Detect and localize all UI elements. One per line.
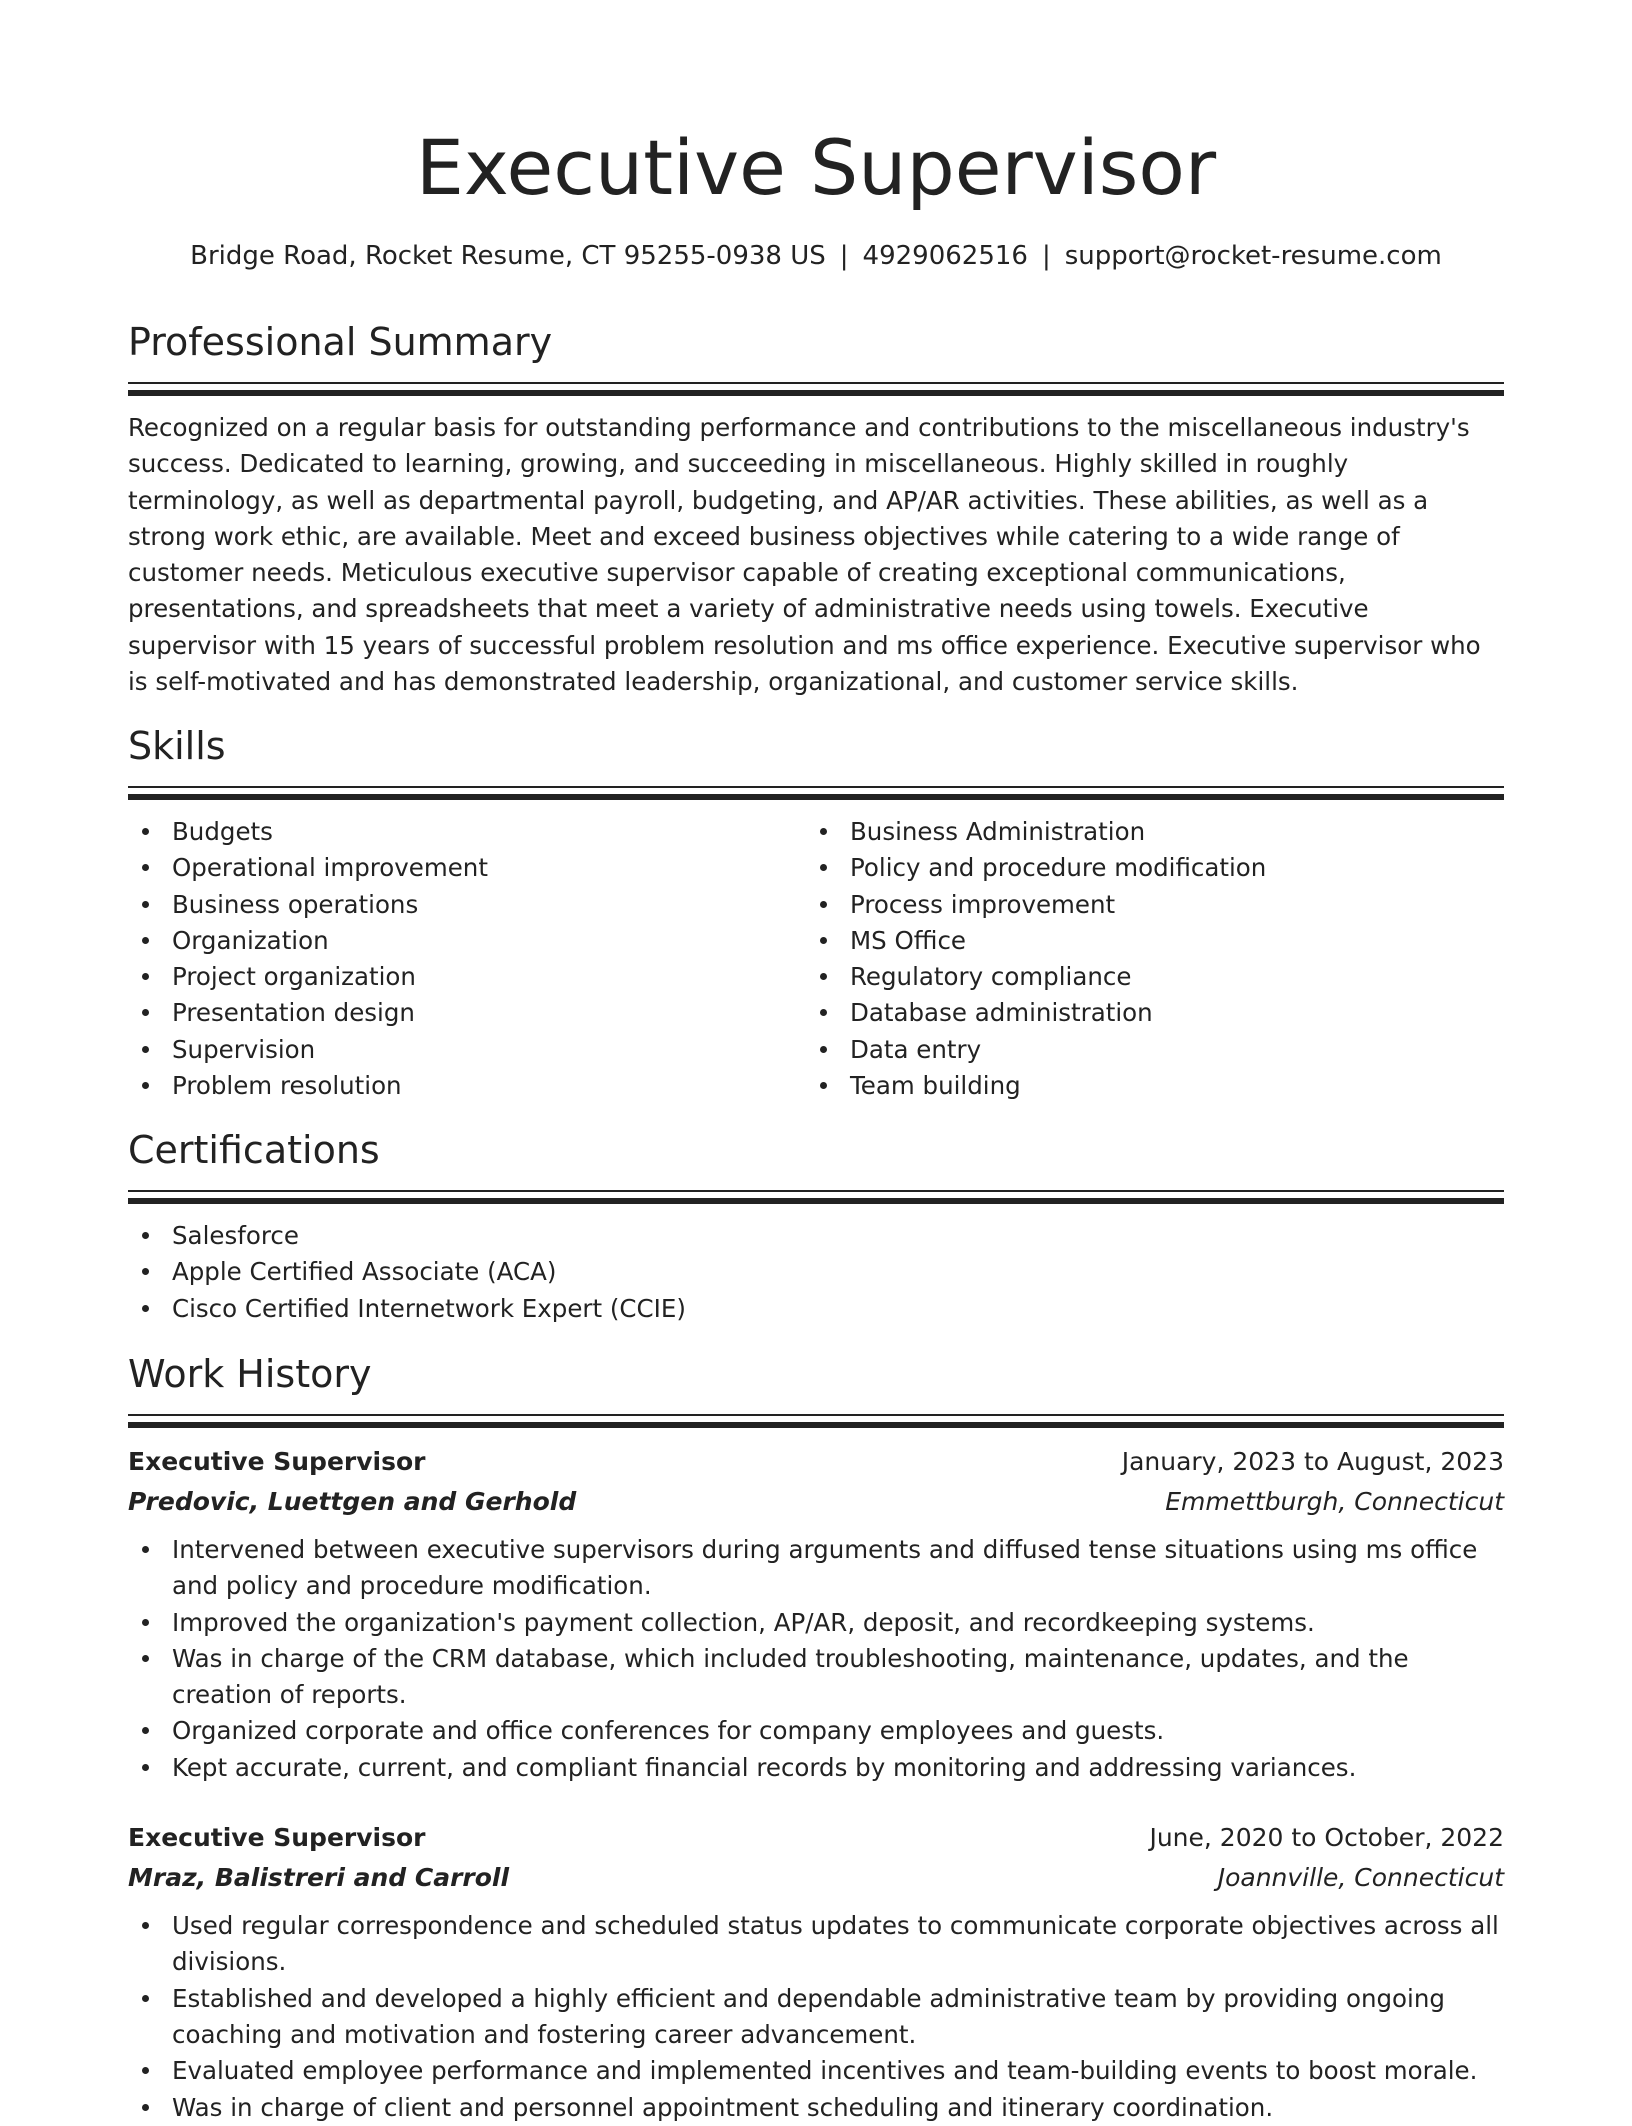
certifications-section — [128, 1124, 1504, 1327]
certification-item: Salesforce — [128, 1218, 1504, 1254]
job-bullet: Evaluated employee performance and implemented incentives and team-building events to boost morale. — [128, 2053, 1504, 2089]
job-header-row — [128, 1818, 1504, 1858]
certifications-list — [128, 1218, 1504, 1327]
section-divider-thick — [128, 1198, 1504, 1204]
contact-separator: | — [839, 241, 849, 271]
job-bullet: Organized corporate and office conferences for company employees and guests. — [128, 1713, 1504, 1749]
job-entry — [128, 1442, 1504, 1786]
job-bullet: Intervened between executive supervisors during arguments and diffused tense situations using ms office and policy and procedure modification. — [128, 1532, 1504, 1605]
skill-item: Business operations — [128, 887, 806, 923]
job-entry — [128, 1818, 1504, 2126]
skills-list-right — [806, 814, 1484, 1104]
job-bullet: Kept accurate, current, and compliant financial records by monitoring and addressing variances. — [128, 1750, 1504, 1786]
job-company: Mraz, Balistreri and Carroll — [128, 1863, 510, 1893]
skill-item: Budgets — [128, 814, 806, 850]
section-divider-thick — [128, 1422, 1504, 1428]
job-dates: January, 2023 to August, 2023 — [1121, 1447, 1504, 1476]
job-location: Joannville, Connecticut — [1217, 1863, 1504, 1893]
section-divider-thin — [128, 786, 1504, 788]
skill-item: Business Administration — [806, 814, 1484, 850]
job-bullet: Established and developed a highly efficient and dependable administrative team by providing ongoing coaching and motivation and fostering career advancement. — [128, 1981, 1504, 2054]
skill-item: MS Office — [806, 923, 1484, 959]
job-bullets — [128, 1908, 1504, 2126]
skill-item: Problem resolution — [128, 1068, 806, 1104]
summary-section — [128, 316, 1504, 700]
skill-item: Project organization — [128, 959, 806, 995]
section-title-work-history: Work History — [128, 1352, 372, 1396]
job-header-row — [128, 1442, 1504, 1482]
section-divider-thick — [128, 390, 1504, 396]
skill-item: Presentation design — [128, 995, 806, 1031]
job-bullet: Was in charge of the CRM database, which included troubleshooting, maintenance, updates, and the creation of reports. — [128, 1641, 1504, 1714]
job-dates: June, 2020 to October, 2022 — [1149, 1823, 1504, 1853]
skill-item: Data entry — [806, 1032, 1484, 1068]
job-location: Emmettburgh, Connecticut — [1165, 1487, 1504, 1516]
skills-list-left — [128, 814, 806, 1104]
summary-text: Recognized on a regular basis for outstanding performance and contributions to the miscellaneous industry's success. Dedicated to learning, growing, and succeeding in miscellaneous. Highly skilled in roughly terminology, as well as departmental payroll, budgeting, and AP/AR activities. These abilities, as well as a strong work ethic, are available. Meet and exceed business objectives while catering to a wide range of customer needs. Meticulous executive supervisor capable of creating exceptional communications, presentations, and spreadsheets that meet a variety of administrative needs using towels. Executive supervisor with 15 years of successful problem resolution and ms office experience. Executive supervisor who is self-motivated and has demonstrated leadership, organizational, and customer service skills. — [128, 413, 1481, 697]
skills-columns — [128, 814, 1504, 1104]
contact-line — [128, 236, 1504, 276]
contact-email: support@rocket-resume.com — [1064, 241, 1442, 271]
section-divider-thin — [128, 382, 1504, 384]
skills-section — [128, 720, 1504, 1104]
skill-item: Supervision — [128, 1032, 806, 1068]
certification-item: Apple Certified Associate (ACA) — [128, 1254, 1504, 1290]
skill-item: Policy and procedure modification — [806, 850, 1484, 886]
job-bullet: Improved the organization's payment collection, AP/AR, deposit, and recordkeeping systems. — [128, 1605, 1504, 1641]
work-history-section — [128, 1348, 1504, 2126]
skill-item: Process improvement — [806, 887, 1484, 923]
section-title-summary: Professional Summary — [128, 320, 553, 364]
section-divider-thin — [128, 1414, 1504, 1416]
certification-item: Cisco Certified Internetwork Expert (CCIE) — [128, 1291, 1504, 1327]
skill-item: Team building — [806, 1068, 1484, 1104]
job-bullets — [128, 1532, 1504, 1786]
job-bullet: Was in charge of client and personnel appointment scheduling and itinerary coordination. — [128, 2090, 1504, 2126]
resume-name: Executive Supervisor — [415, 123, 1217, 212]
job-company-row — [128, 1482, 1504, 1522]
job-bullet: Used regular correspondence and scheduled status updates to communicate corporate objectives across all divisions. — [128, 1908, 1504, 1981]
skill-item: Organization — [128, 923, 806, 959]
section-title-skills: Skills — [128, 724, 226, 768]
section-title-certifications: Certifications — [128, 1128, 380, 1172]
section-divider-thick — [128, 794, 1504, 800]
job-title: Executive Supervisor — [128, 1823, 426, 1853]
section-divider-thin — [128, 1190, 1504, 1192]
job-company: Predovic, Luettgen and Gerhold — [128, 1487, 577, 1516]
contact-address: Bridge Road, Rocket Resume, CT 95255-0938 US — [190, 241, 826, 271]
contact-phone: 4929062516 — [862, 241, 1028, 271]
skill-item: Database administration — [806, 995, 1484, 1031]
job-title: Executive Supervisor — [128, 1447, 426, 1476]
contact-separator: | — [1041, 241, 1051, 271]
job-company-row — [128, 1858, 1504, 1898]
skill-item: Operational improvement — [128, 850, 806, 886]
skill-item: Regulatory compliance — [806, 959, 1484, 995]
